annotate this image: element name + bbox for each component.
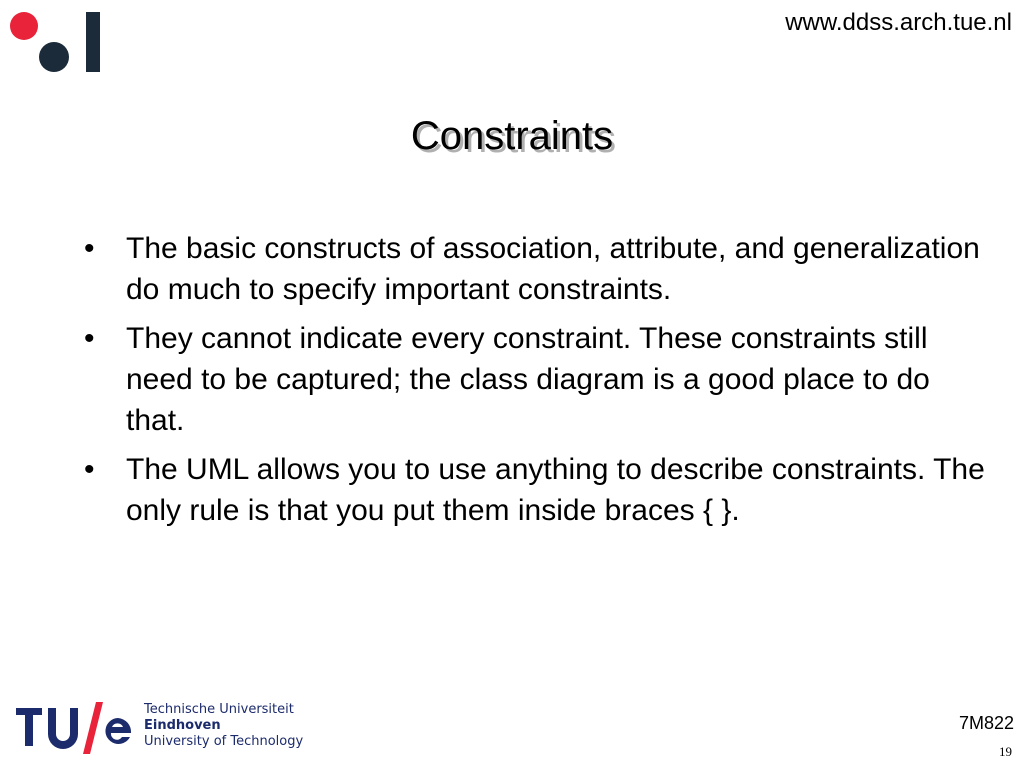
university-name bbox=[144, 702, 303, 750]
university-line-3: University of Technology bbox=[144, 734, 304, 749]
list-item bbox=[84, 318, 996, 441]
navy-dot-icon bbox=[39, 42, 69, 72]
list-item bbox=[84, 449, 996, 531]
tue-corner-logo-icon bbox=[10, 12, 102, 74]
list-item bbox=[84, 228, 996, 310]
bullet-text: The basic constructs of association, attribute, and generalization do much to specify important constraints. bbox=[126, 232, 980, 306]
tu-e-logo-icon bbox=[16, 698, 136, 756]
bullet-list bbox=[84, 228, 996, 539]
slide-number: 19 bbox=[999, 744, 1012, 759]
university-line-1: Technische Universiteit bbox=[144, 702, 294, 717]
navy-bar-icon bbox=[86, 12, 100, 72]
site-url: www.ddss.arch.tue.nl bbox=[785, 9, 1012, 36]
university-line-2: Eindhoven bbox=[144, 718, 221, 733]
bullet-dot-icon: • bbox=[84, 453, 95, 486]
bullet-text: They cannot indicate every constraint. These constraints still need to be captured; the class diagram is a good place to do that. bbox=[126, 322, 930, 437]
bullet-text: The UML allows you to use anything to describe constraints. The only rule is that you put them inside braces { }. bbox=[126, 453, 985, 527]
slide-title: Constraints bbox=[410, 114, 614, 158]
tue-footer-logo bbox=[16, 698, 316, 758]
bullet-dot-icon: • bbox=[84, 322, 95, 355]
red-dot-icon bbox=[10, 12, 38, 40]
bullet-dot-icon: • bbox=[84, 232, 95, 265]
course-code: 7M822 bbox=[958, 713, 1014, 733]
